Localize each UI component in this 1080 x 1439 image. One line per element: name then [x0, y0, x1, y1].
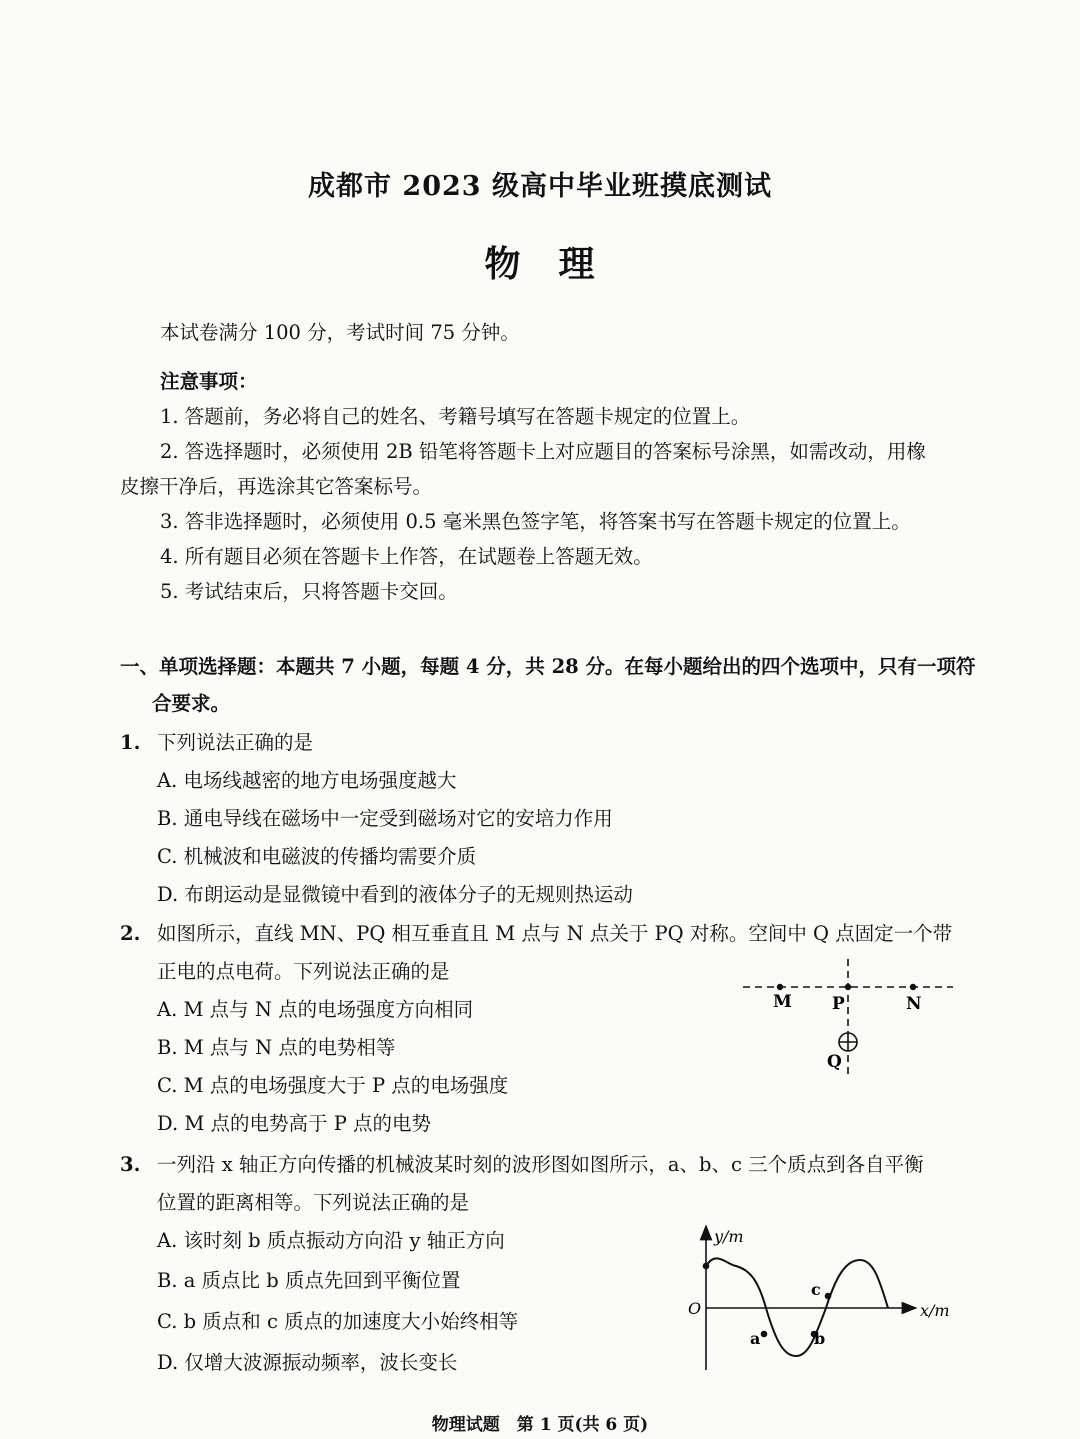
notice-item: 1. 答题前，务必将自己的姓名、考籍号填写在答题卡规定的位置上。 [160, 405, 751, 428]
label-m: M [773, 992, 792, 1012]
question-stem-cont: 位置的距离相等。下列说法正确的是 [157, 1191, 470, 1214]
option-b: B. a 质点比 b 质点先回到平衡位置 [157, 1269, 461, 1292]
question-number: 1. [120, 731, 141, 754]
question-stem-cont: 正电的点电荷。下列说法正确的是 [157, 960, 450, 983]
option-a: A. M 点与 N 点的电场强度方向相同 [157, 998, 474, 1021]
option-b: B. 通电导线在磁场中一定受到磁场对它的安培力作用 [157, 807, 613, 830]
notice-item: 4. 所有题目必须在答题卡上作答，在试题卷上答题无效。 [160, 545, 653, 568]
waveform-graph [680, 1220, 960, 1380]
option-d: D. M 点的电势高于 P 点的电势 [157, 1112, 432, 1135]
option-a: A. 该时刻 b 质点振动方向沿 y 轴正方向 [157, 1229, 505, 1252]
question-stem: 如图所示，直线 MN、PQ 相互垂直且 M 点与 N 点关于 PQ 对称。空间中 Q 点固定一个带 [157, 922, 953, 945]
notice-item: 3. 答非选择题时，必须使用 0.5 毫米黑色签字笔，将答案书写在答题卡规定的位置上。 [160, 510, 911, 533]
field-diagram [735, 955, 965, 1085]
notice-item: 2. 答选择题时，必须使用 2B 铅笔将答题卡上对应题目的答案标号涂黑，如需改动，用橡 [160, 440, 926, 463]
notice-item: 5. 考试结束后，只将答题卡交回。 [160, 580, 458, 603]
label-n: N [906, 994, 922, 1014]
point-c-dot [825, 1293, 832, 1300]
origin-label: O [688, 1299, 702, 1318]
option-c: C. b 质点和 c 质点的加速度大小始终相等 [157, 1310, 519, 1333]
option-a: A. 电场线越密的地方电场强度越大 [157, 769, 457, 792]
question-number: 2. [120, 922, 141, 945]
y-axis-label: y/m [714, 1227, 744, 1246]
positive-charge-icon [839, 1033, 857, 1051]
exam-title: 成都市 2023 级高中毕业班摸底测试 [308, 171, 772, 202]
label-c: c [811, 1280, 821, 1299]
point-a-dot [761, 1331, 768, 1338]
point-p-dot [845, 984, 851, 990]
option-b: B. M 点与 N 点的电势相等 [157, 1036, 396, 1059]
option-c: C. 机械波和电磁波的传播均需要介质 [157, 845, 477, 868]
notice-item: 皮擦干净后，再选涂其它答案标号。 [120, 475, 433, 498]
section-heading-cont: 合要求。 [152, 692, 231, 715]
subject-title: 物 理 [484, 243, 596, 285]
question-stem: 下列说法正确的是 [157, 731, 314, 754]
option-d: D. 布朗运动是显微镜中看到的液体分子的无规则热运动 [157, 883, 633, 906]
wave-start-dot [703, 1263, 710, 1270]
label-p: P [832, 994, 845, 1014]
page-footer: 物理试题 第 1 页(共 6 页) [431, 1415, 649, 1435]
label-q: Q [827, 1052, 842, 1072]
question-number: 3. [120, 1153, 141, 1176]
option-c: C. M 点的电场强度大于 P 点的电场强度 [157, 1074, 509, 1097]
point-n-dot [910, 984, 916, 990]
intro-text: 本试卷满分 100 分，考试时间 75 分钟。 [160, 321, 520, 344]
x-axis-label: x/m [920, 1301, 950, 1320]
label-b: b [814, 1329, 826, 1348]
section-heading: 一、单项选择题：本题共 7 小题，每题 4 分，共 28 分。在每小题给出的四个选项中，只有一项符 [120, 655, 976, 678]
point-m-dot [777, 984, 783, 990]
option-d: D. 仅增大波源振动频率，波长变长 [157, 1351, 458, 1374]
label-a: a [750, 1329, 761, 1348]
notice-heading: 注意事项： [160, 370, 258, 393]
question-stem: 一列沿 x 轴正方向传播的机械波某时刻的波形图如图所示，a、b、c 三个质点到各自平衡 [157, 1153, 924, 1176]
